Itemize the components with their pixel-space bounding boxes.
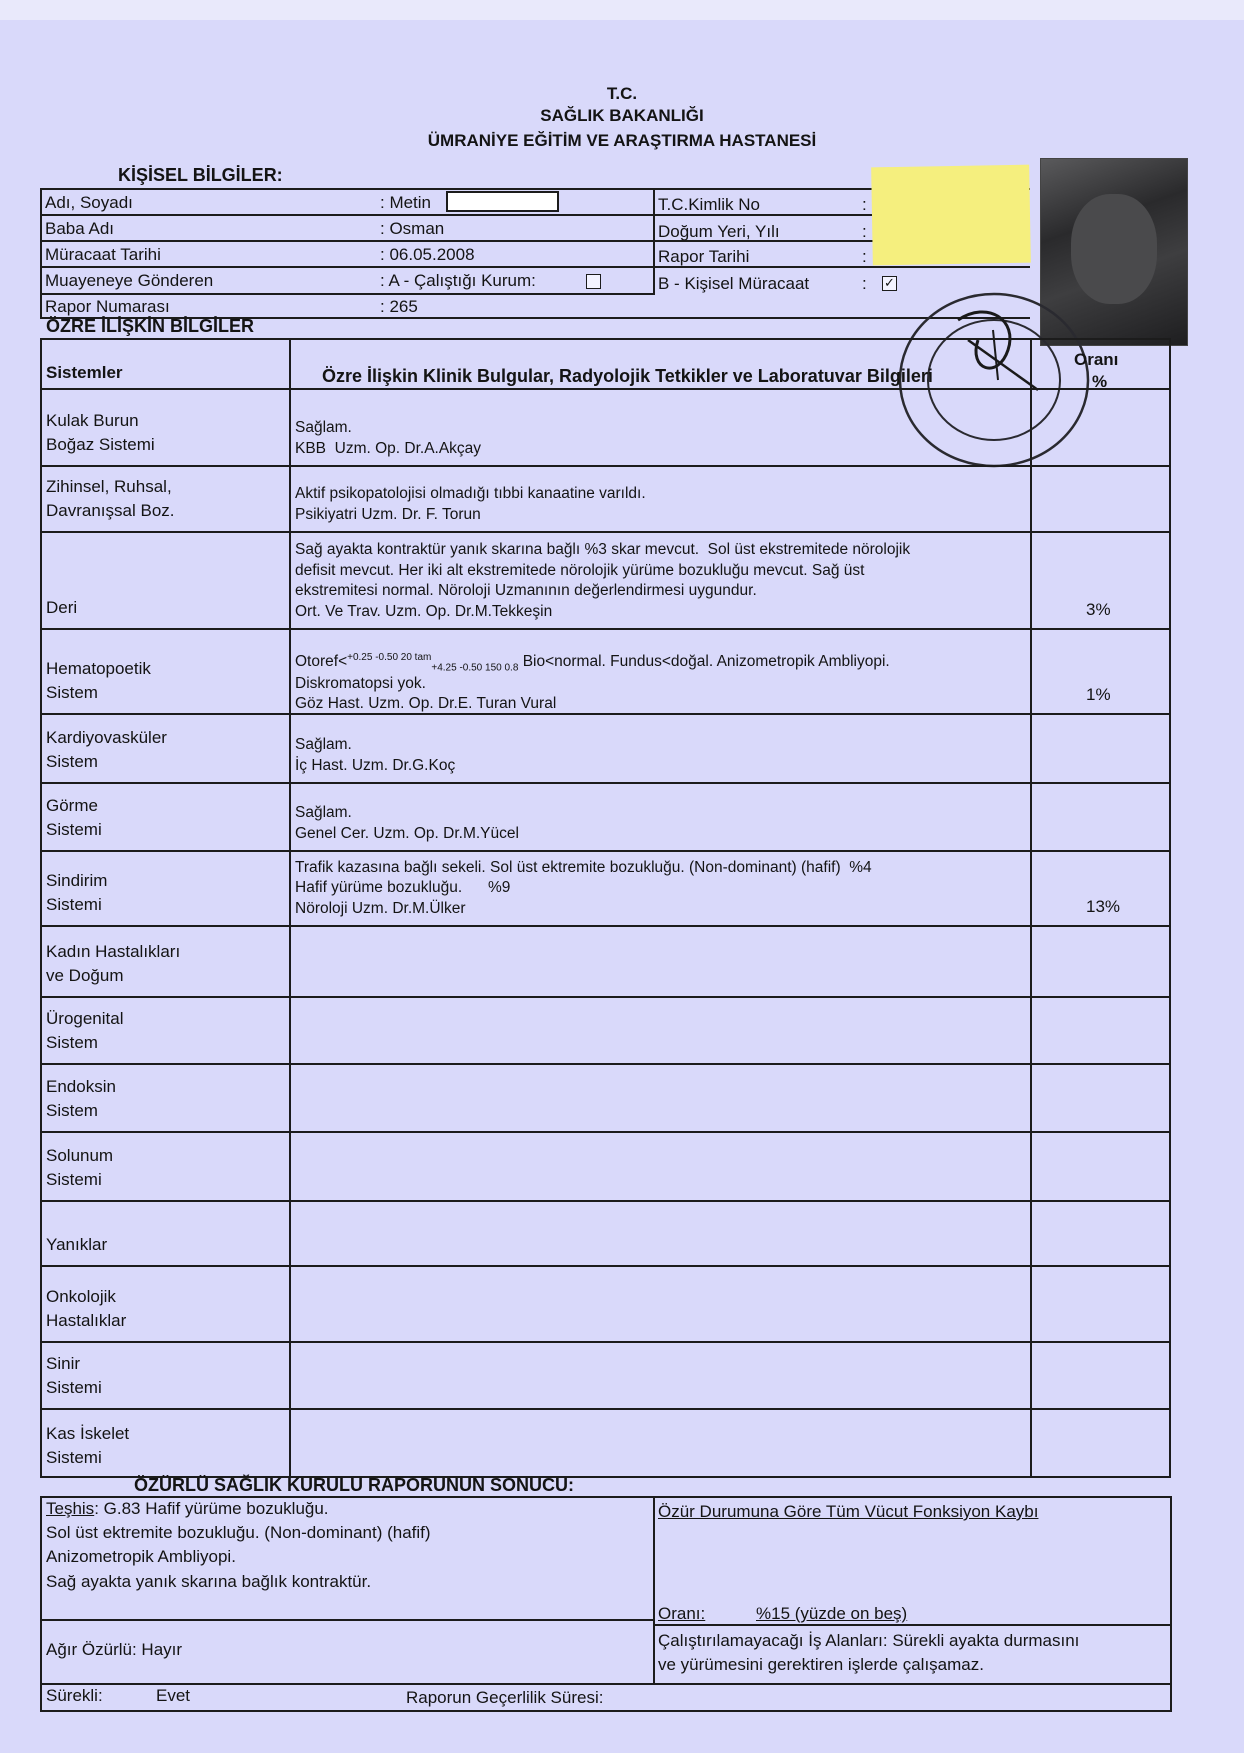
header-line-tc: T.C.	[606, 84, 638, 103]
col-rate-header: Oranı	[1074, 350, 1119, 369]
report-number-value: : 265	[380, 297, 418, 316]
unworkable-line2: ve yürümesini gerektiren işlerde çalışamaz.	[658, 1655, 984, 1674]
row-divider	[40, 531, 1171, 533]
divider	[653, 1624, 1171, 1626]
row-system-label: Solunum Sistemi	[46, 1146, 114, 1189]
row-divider	[40, 996, 1171, 998]
name-value: : Metin	[380, 193, 432, 212]
birth-label: Doğum Yeri, Yılı	[658, 222, 780, 241]
row-divider	[40, 713, 1171, 715]
rate-value: %15 (yüzde on beş)	[756, 1604, 908, 1623]
row-system-label: Ürogenital Sistem	[46, 1009, 124, 1052]
row-system-label: Görme Sistemi	[46, 796, 102, 839]
divider	[289, 338, 291, 1478]
diagnosis-line1	[46, 1499, 329, 1519]
eye-prefix: Otoref<	[295, 653, 348, 671]
divider	[40, 1683, 1171, 1685]
tc-id-label: T.C.Kimlik No	[658, 195, 761, 214]
validity-label: Raporun Geçerlilik Süresi:	[406, 1688, 604, 1707]
diagnosis-line3: Anizometropik Ambliyopi.	[46, 1547, 236, 1566]
col-findings-header: Özre İlişkin Klinik Bulgular, Radyolojik Tetkikler ve Laboratuvar Bilgileri	[322, 366, 933, 386]
divider	[1030, 338, 1032, 1478]
name-label: Adı, Soyadı	[45, 193, 133, 212]
eye-findings-line1	[295, 652, 890, 673]
row-system-label: Yanıklar	[46, 1235, 108, 1254]
personal-application-label: B - Kişisel Müracaat	[658, 274, 810, 293]
divider	[1170, 1496, 1172, 1712]
row-rate: 1%	[1086, 685, 1111, 704]
header-line-hospital: ÜMRANİYE EĞİTİM VE ARAŞTIRMA HASTANESİ	[427, 131, 817, 150]
diagnosis-line4: Sağ ayakta yanık skarına bağlık kontraktür.	[46, 1572, 372, 1591]
row-findings: Sağ ayakta kontraktür yanık skarına bağlı %3 skar mevcut. Sol üst ekstremitede nörolojik defisit mevcut. Her iki alt ekstremitede nörolojik yürüme bozukluğu mevcut. Sağ üst ekstremitesi normal. Nöroloji Uzmanının değerlendirmesi uygundur. Ort. Ve Trav. Uzm. Op. Dr.M.Tekkeşin	[295, 541, 911, 620]
permanent-label: Sürekli:	[46, 1686, 103, 1705]
report-number-label: Rapor Numarası	[45, 297, 170, 316]
divider	[40, 293, 655, 295]
unworkable-line1: Çalıştırılamayacağı İş Alanları: Sürekli ayakta durmasını	[658, 1631, 1080, 1650]
sticky-note	[871, 165, 1031, 266]
col-systems-header: Sistemler	[46, 363, 123, 382]
row-divider	[40, 1265, 1171, 1267]
row-system-label: Kas İskelet Sistemi	[46, 1424, 130, 1467]
row-divider	[40, 465, 1171, 467]
row-system-label: Onkolojik Hastalıklar	[46, 1287, 127, 1330]
row-system-label: Sinir Sistemi	[46, 1354, 102, 1397]
report-date-label: Rapor Tarihi	[658, 247, 750, 266]
header-line-ministry: SAĞLIK BAKANLIĞI	[540, 106, 704, 125]
divider	[40, 188, 42, 318]
row-rate: 3%	[1086, 600, 1111, 619]
application-date-value: : 06.05.2008	[380, 245, 475, 264]
row-system-label: Kadın Hastalıkları ve Doğum	[46, 942, 181, 985]
row-findings: Sağlam. İç Hast. Uzm. Dr.G.Koç	[295, 736, 456, 774]
result-section-title: ÖZÜRLÜ SAĞLIK KURULU RAPORUNUN SONUCU:	[134, 1475, 574, 1495]
row-findings: Sağlam. KBB Uzm. Op. Dr.A.Akçay	[295, 419, 482, 457]
divider	[653, 188, 655, 294]
eye-sub: +4.25 -0.50 150 0.8	[431, 662, 519, 674]
diagnosis-line2: Sol üst ektremite bozukluğu. (Non-dominant) (hafif)	[46, 1523, 431, 1542]
permanent-value: Evet	[156, 1686, 191, 1705]
row-divider	[40, 628, 1171, 630]
colon: :	[862, 247, 867, 266]
row-divider	[40, 1131, 1171, 1133]
row-system-label: Hematopoetik Sistem	[46, 659, 151, 702]
divider	[40, 1619, 654, 1621]
divider	[40, 266, 1030, 268]
divider	[40, 388, 1171, 390]
father-value: : Osman	[380, 219, 445, 238]
row-system-label: Sindirim Sistemi	[46, 871, 108, 914]
application-date-label: Müracaat Tarihi	[45, 245, 161, 264]
eye-sup: +0.25 -0.50 20 tam	[347, 652, 432, 663]
colon: :	[862, 274, 867, 293]
sender-value: : A - Çalıştığı Kurum:	[380, 271, 536, 290]
redaction-box	[446, 191, 559, 212]
rate-label: Oranı:	[658, 1604, 706, 1623]
row-system-label: Zihinsel, Ruhsal, Davranışsal Boz.	[46, 477, 175, 520]
colon: :	[862, 222, 867, 241]
row-divider	[40, 925, 1171, 927]
father-label: Baba Adı	[45, 219, 115, 238]
option-a-checkbox[interactable]	[586, 274, 601, 289]
diagnosis-label: Teşhis	[46, 1499, 95, 1518]
row-divider	[40, 1341, 1171, 1343]
divider	[40, 1710, 1171, 1712]
row-rate: 13%	[1086, 897, 1121, 916]
sender-label: Muayeneye Gönderen	[45, 271, 214, 290]
row-divider	[40, 1408, 1171, 1410]
divider	[40, 1496, 42, 1712]
function-loss-title: Özür Durumuna Göre Tüm Vücut Fonksiyon Kaybı	[658, 1502, 1039, 1521]
divider	[40, 1496, 1171, 1498]
colon: :	[862, 195, 867, 214]
row-divider	[40, 850, 1171, 852]
row-findings: Aktif psikopatolojisi olmadığı tıbbi kanaatine varıldı. Psikiyatri Uzm. Dr. F. Torun	[295, 485, 646, 523]
disability-section-title: ÖZRE İLİŞKİN BİLGİLER	[46, 316, 255, 336]
row-divider	[40, 782, 1171, 784]
eye-findings-line2: Diskromatopsi yok.	[295, 675, 426, 692]
personal-section-title: KİŞİSEL BİLGİLER:	[118, 165, 283, 185]
severe-disability: Ağır Özürlü: Hayır	[46, 1640, 183, 1659]
eye-suffix: Bio<normal. Fundus<doğal. Anizometropik Ambliyopi.	[518, 653, 890, 671]
option-b-checkbox[interactable]: ✓	[882, 276, 897, 291]
row-findings: Trafik kazasına bağlı sekeli. Sol üst ektremite bozukluğu. (Non-dominant) (hafif) %4 Hafif yürüme bozukluğu. %9 Nöroloji Uzm. Dr.M.Ülker	[295, 858, 872, 917]
row-findings: Sağlam. Genel Cer. Uzm. Op. Dr.M.Yücel	[295, 804, 519, 842]
row-system-label: Deri	[46, 598, 78, 617]
col-rate-unit: %	[1092, 372, 1108, 391]
eye-findings-line3: Göz Hast. Uzm. Op. Dr.E. Turan Vural	[295, 695, 557, 712]
row-divider	[40, 1063, 1171, 1065]
row-divider	[40, 1200, 1171, 1202]
row-system-label: Kardiyovasküler Sistem	[46, 728, 167, 771]
row-system-label: Kulak Burun Boğaz Sistemi	[46, 411, 155, 454]
divider	[653, 1496, 655, 1684]
diagnosis-value: : G.83 Hafif yürüme bozukluğu.	[94, 1499, 329, 1518]
row-system-label: Endoksin Sistem	[46, 1077, 116, 1120]
